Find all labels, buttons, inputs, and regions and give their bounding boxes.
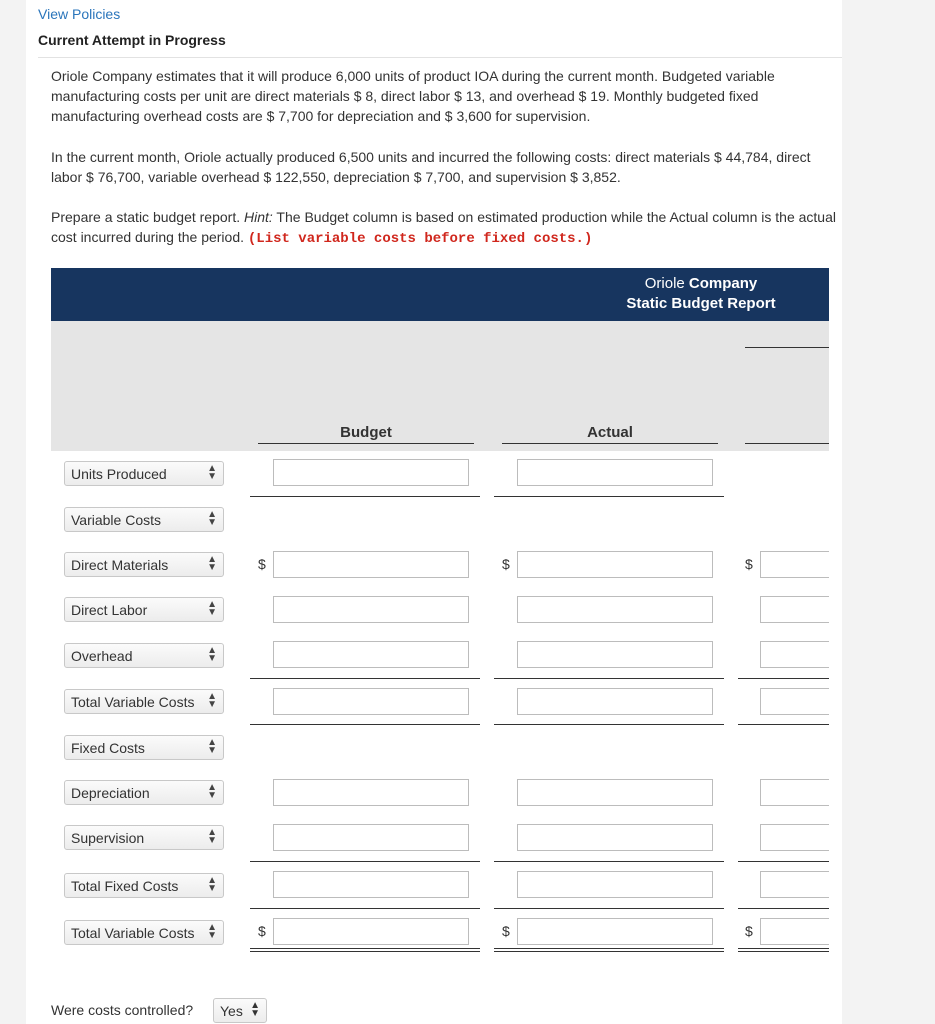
row-label-select[interactable] (64, 735, 224, 760)
currency-symbol: $ (258, 556, 266, 572)
row-label-select[interactable] (64, 507, 224, 532)
problem-paragraph-2: In the current month, Oriole actually produced 6,500 units and incurred the following costs: direct materials $ 44,784, direct labor $ 76,700, variable overhead $ 122,550, depreciation $ 7,700, and supervision $ 3,852. (51, 149, 811, 185)
row-label-text: Total Variable Costs (71, 925, 195, 941)
row-label-text: Supervision (71, 830, 145, 846)
stepper-arrows-icon: ▲ ▼ (207, 827, 217, 846)
stepper-arrows-icon: ▲ ▼ (207, 875, 217, 894)
row-rule (494, 724, 724, 725)
stepper-arrows-icon: ▲ ▼ (207, 691, 217, 710)
row-rule (250, 496, 480, 497)
variance-total-fixed-input[interactable] (760, 871, 829, 898)
row-rule (738, 678, 829, 679)
stepper-arrows-icon: ▲ ▼ (207, 782, 217, 801)
budget-grand-total-input[interactable] (273, 918, 469, 945)
variance-total-variable-input[interactable] (760, 688, 829, 715)
double-rule (738, 951, 829, 952)
stepper-arrows-icon: ▲ ▼ (207, 509, 217, 528)
row-label-select[interactable] (64, 825, 224, 850)
currency-symbol: $ (502, 923, 510, 939)
row-rule (494, 678, 724, 679)
header-rule (745, 347, 829, 348)
budget-header-rule (258, 443, 474, 444)
budget-supervision-input[interactable] (273, 824, 469, 851)
row-label-text: Total Fixed Costs (71, 878, 179, 894)
stepper-arrows-icon: ▲ ▼ (207, 645, 217, 664)
variance-direct-materials-input[interactable] (760, 551, 829, 578)
row-rule (494, 496, 724, 497)
actual-supervision-input[interactable] (517, 824, 713, 851)
row-rule (738, 724, 829, 725)
row-rule (250, 908, 480, 909)
costs-controlled-select[interactable] (213, 998, 267, 1023)
actual-direct-materials-input[interactable] (517, 551, 713, 578)
report-title: Static Budget Report (626, 295, 776, 312)
actual-total-variable-input[interactable] (517, 688, 713, 715)
row-label-text: Fixed Costs (71, 740, 145, 756)
double-rule (250, 951, 480, 952)
problem-paragraph-3 (51, 207, 836, 249)
row-label-text: Overhead (71, 648, 133, 664)
actual-header-rule (502, 443, 718, 444)
company-name (591, 275, 811, 292)
row-rule (494, 908, 724, 909)
row-label-select[interactable] (64, 643, 224, 668)
row-rule (738, 861, 829, 862)
row-label-text: Depreciation (71, 785, 150, 801)
hint-label: Hint: (244, 209, 273, 225)
row-rule (494, 861, 724, 862)
variance-depreciation-input[interactable] (760, 779, 829, 806)
instruction-text: Prepare a static budget report. (51, 209, 244, 225)
double-rule (738, 948, 829, 949)
actual-total-fixed-input[interactable] (517, 871, 713, 898)
variance-supervision-input[interactable] (760, 824, 829, 851)
budget-direct-materials-input[interactable] (273, 551, 469, 578)
currency-symbol: $ (745, 556, 753, 572)
variance-overhead-input[interactable] (760, 641, 829, 668)
row-label-text: Direct Labor (71, 602, 148, 618)
variance-header-rule (745, 443, 829, 444)
budget-direct-labor-input[interactable] (273, 596, 469, 623)
costs-controlled-value: Yes (220, 1003, 243, 1019)
report-header-band (51, 268, 829, 321)
actual-column-header: Actual (587, 424, 633, 441)
double-rule (494, 951, 724, 952)
row-rule (738, 908, 829, 909)
stepper-arrows-icon: ▲ ▼ (250, 1000, 260, 1019)
budget-overhead-input[interactable] (273, 641, 469, 668)
row-label-select[interactable] (64, 552, 224, 577)
row-label-text: Units Produced (71, 466, 167, 482)
problem-paragraph-1: Oriole Company estimates that it will produce 6,000 units of product IOA during the current month. Budgeted variable manufacturing costs per unit are direct materials $ 8, direct labor $ 13, and overhead $ 19. Monthly budgeted fixed manufacturing overhead costs are $ 7,700 for depreciation and $ 3,600 for supervision. (51, 68, 775, 124)
row-rule (250, 724, 480, 725)
budget-total-fixed-input[interactable] (273, 871, 469, 898)
row-label-select[interactable] (64, 597, 224, 622)
costs-controlled-question: Were costs controlled? (51, 1002, 194, 1018)
variance-grand-total-input[interactable] (760, 918, 829, 945)
budget-column-header: Budget (340, 424, 392, 441)
actual-direct-labor-input[interactable] (517, 596, 713, 623)
row-label-select[interactable] (64, 780, 224, 805)
stepper-arrows-icon: ▲ ▼ (207, 599, 217, 618)
row-rule (250, 861, 480, 862)
budget-total-variable-input[interactable] (273, 688, 469, 715)
instruction-emphasis: (List variable costs before fixed costs.) (247, 231, 593, 247)
hint-text: The Budget column is based on estimated production while the Actual column is the actual cost incurred during the period. (51, 209, 836, 245)
currency-symbol: $ (745, 923, 753, 939)
row-label-text: Total Variable Costs (71, 694, 195, 710)
row-label-text: Direct Materials (71, 557, 169, 573)
stepper-arrows-icon: ▲ ▼ (207, 737, 217, 756)
budget-units-input[interactable] (273, 459, 469, 486)
row-label-select[interactable] (64, 689, 224, 714)
actual-depreciation-input[interactable] (517, 779, 713, 806)
row-label-text: Variable Costs (71, 512, 162, 528)
row-rule (250, 678, 480, 679)
stepper-arrows-icon: ▲ ▼ (207, 922, 217, 941)
actual-units-input[interactable] (517, 459, 713, 486)
company-name-bold: Company (688, 275, 758, 292)
row-label-select[interactable] (64, 873, 224, 898)
stepper-arrows-icon: ▲ ▼ (207, 463, 217, 482)
view-policies-link[interactable]: View Policies (38, 6, 121, 22)
row-label-select[interactable] (64, 920, 224, 945)
row-label-select[interactable] (64, 461, 224, 486)
divider (38, 57, 842, 58)
budget-depreciation-input[interactable] (273, 779, 469, 806)
double-rule (494, 948, 724, 949)
actual-grand-total-input[interactable] (517, 918, 713, 945)
attempt-heading: Current Attempt in Progress (38, 32, 226, 48)
company-name-prefix: Oriole (644, 275, 685, 292)
variance-direct-labor-input[interactable] (760, 596, 829, 623)
double-rule (250, 948, 480, 949)
currency-symbol: $ (502, 556, 510, 572)
actual-overhead-input[interactable] (517, 641, 713, 668)
currency-symbol: $ (258, 923, 266, 939)
stepper-arrows-icon: ▲ ▼ (207, 554, 217, 573)
